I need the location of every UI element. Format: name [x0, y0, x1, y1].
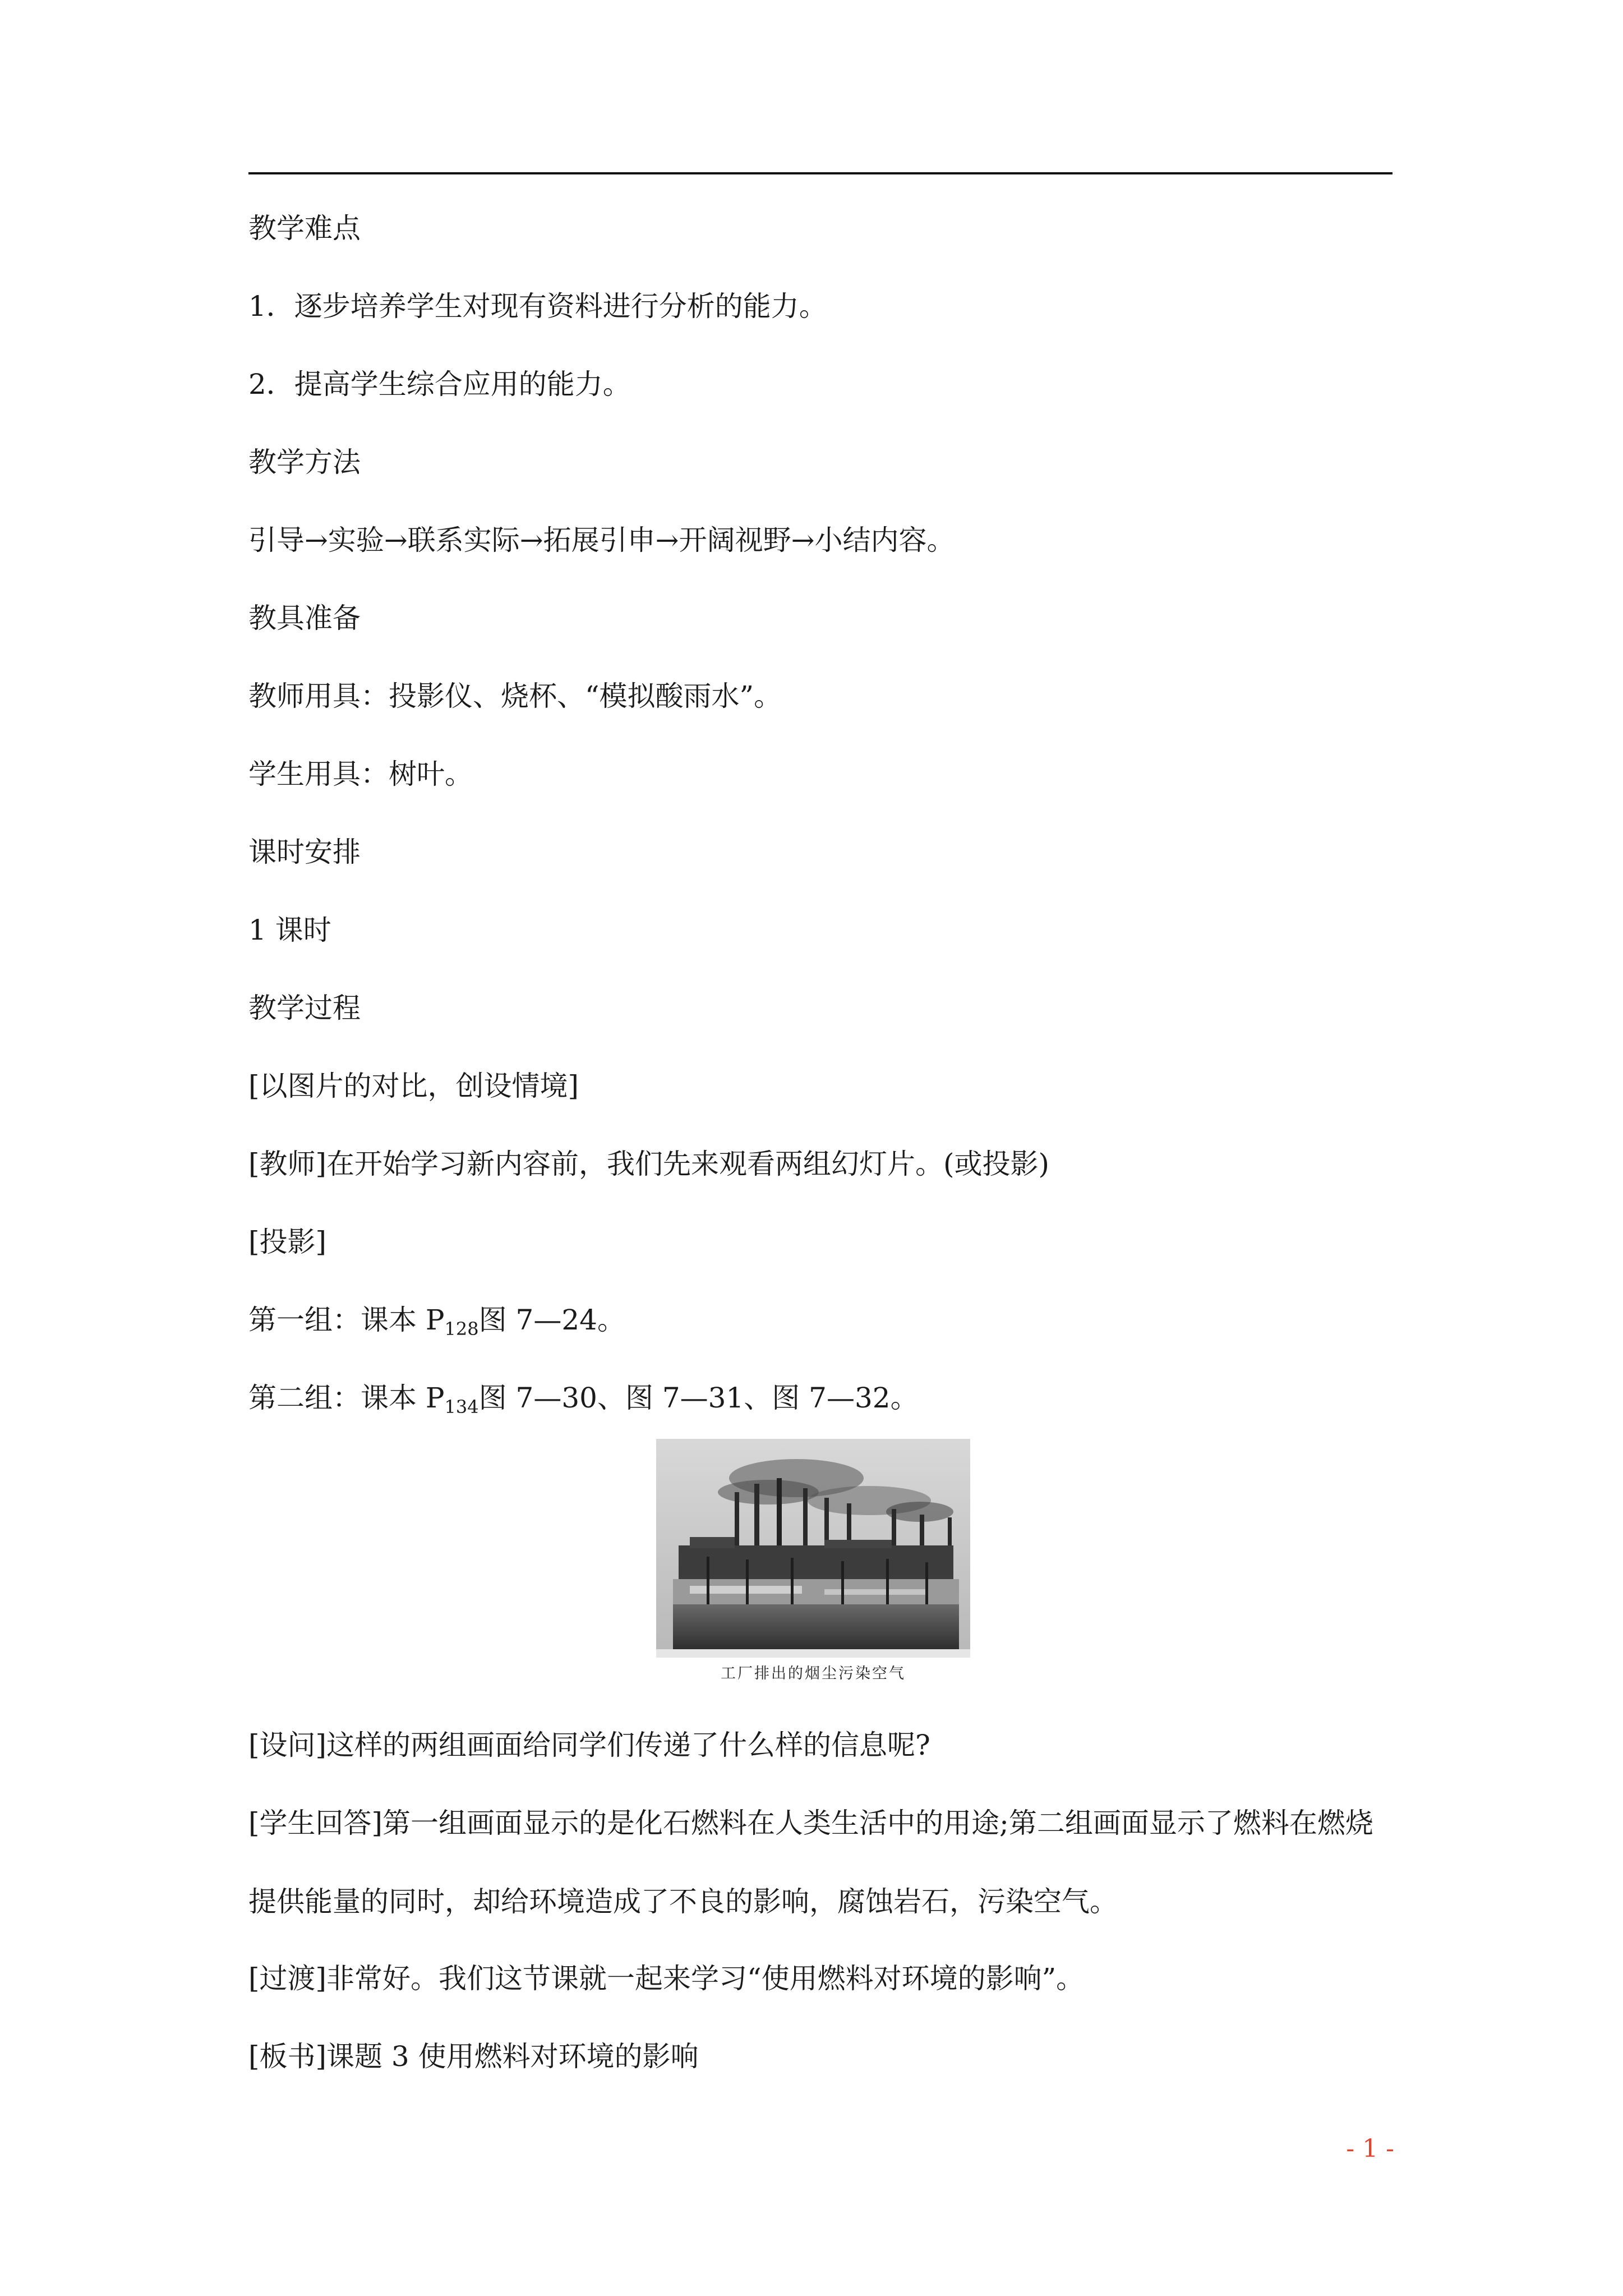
difficulty-item-1: 1．逐步培养学生对现有资料进行分析的能力。 — [248, 290, 827, 323]
header-rule — [248, 172, 1393, 174]
group-two-prefix: 第二组：课本 P — [248, 1382, 445, 1414]
heading-teaching-process: 教学过程 — [248, 992, 361, 1024]
teacher-intro-text: [教师]在开始学习新内容前，我们先来观看两组幻灯片。(或投影) — [248, 1148, 1050, 1180]
student-tools-text: 学生用具：树叶。 — [248, 758, 473, 790]
difficulty-item-2: 2．提高学生综合应用的能力。 — [248, 368, 631, 401]
group-one-line — [248, 1300, 1393, 1349]
board-writing-text: [板书]课题 3 使用燃料对环境的影响 — [248, 2040, 699, 2073]
group-one-page: 128 — [444, 1318, 479, 1340]
teacher-tools-text: 教师用具：投影仪、烧杯、“模拟酸雨水”。 — [248, 680, 782, 712]
heading-teaching-method: 教学方法 — [248, 446, 361, 478]
group-two-page: 134 — [444, 1396, 479, 1418]
heading-teaching-difficulties: 教学难点 — [248, 212, 361, 245]
factory-smoke-photo-icon — [656, 1439, 970, 1658]
page-number: - 1 - — [1346, 2134, 1394, 2163]
projection-label: [投影] — [248, 1226, 327, 1258]
question-text: [设问]这样的两组画面给同学们传递了什么样的信息呢? — [248, 1729, 930, 1761]
factory-smoke-figure — [656, 1439, 970, 1686]
transition-text: [过渡]非常好。我们这节课就一起来学习“使用燃料对环境的影响”。 — [248, 1962, 1085, 1995]
student-answer-text: [学生回答]第一组画面显示的是化石燃料在人类生活中的用途;第二组画面显示了燃料在燃烧提供能量的同时，却给环境造成了不良的影响，腐蚀岩石，污染空气。 — [248, 1807, 1373, 1918]
group-two-suffix: 图 7—30、图 7—31、图 7—32。 — [478, 1382, 919, 1414]
figure-caption: 工厂排出的烟尘污染空气 — [721, 1665, 906, 1682]
heading-schedule: 课时安排 — [248, 836, 361, 868]
group-one-prefix: 第一组：课本 P — [248, 1304, 445, 1336]
process-step-context: [以图片的对比，创设情境] — [248, 1070, 579, 1102]
group-one-suffix: 图 7—24。 — [478, 1304, 625, 1336]
heading-teaching-aids: 教具准备 — [248, 602, 361, 634]
schedule-text: 1 课时 — [248, 914, 331, 946]
group-two-line — [248, 1378, 1393, 1427]
teaching-method-text: 引导→实验→联系实际→拓展引申→开阔视野→小结内容。 — [248, 524, 955, 556]
